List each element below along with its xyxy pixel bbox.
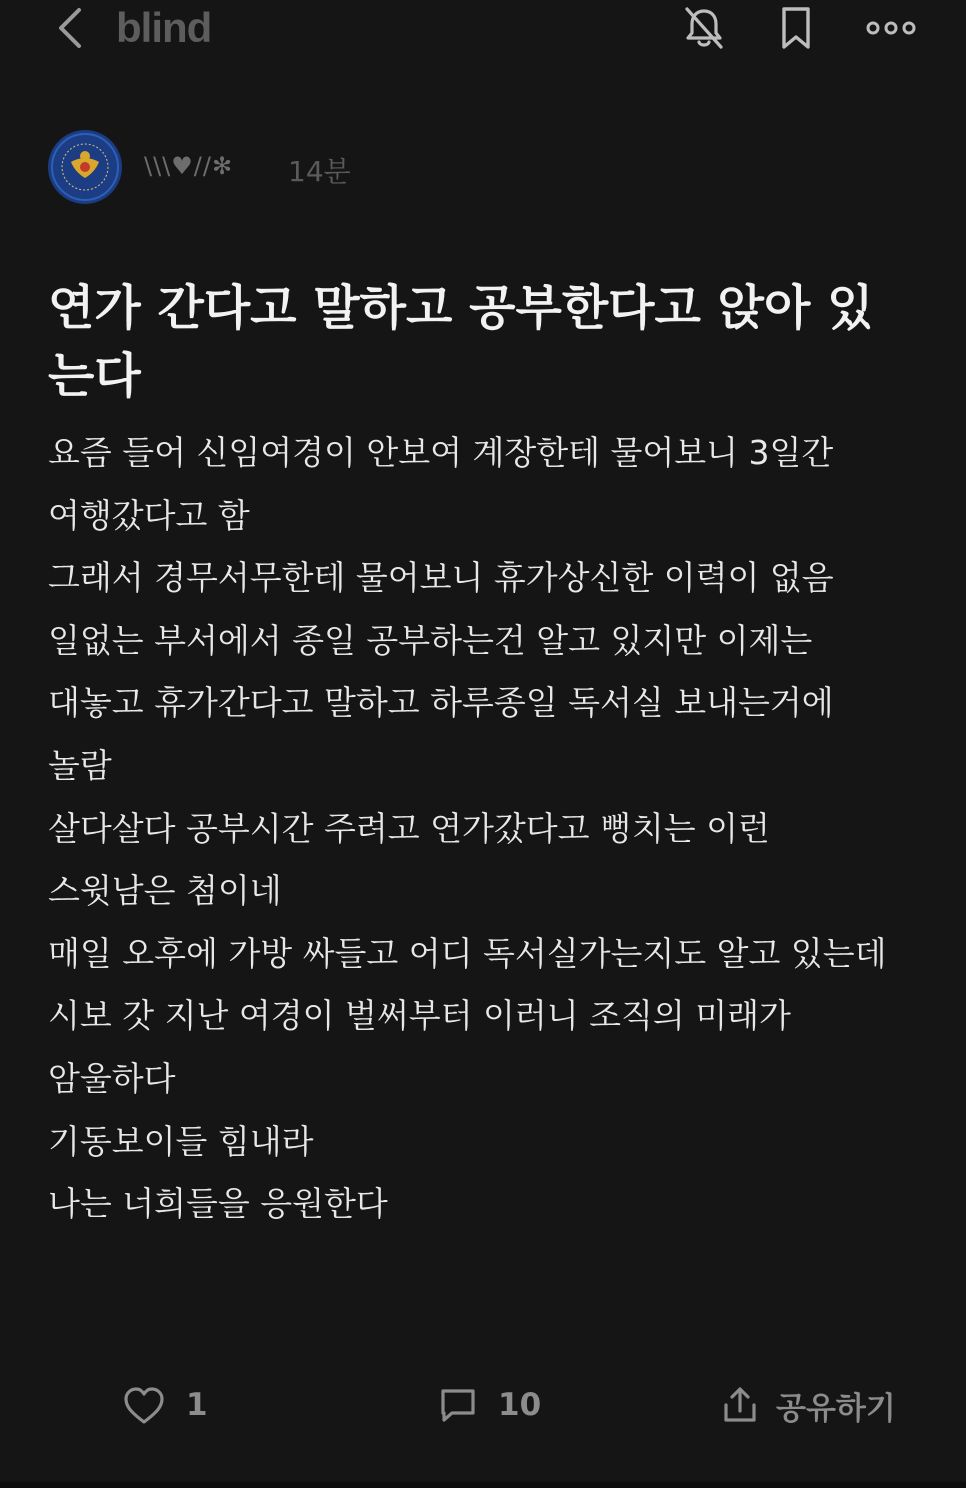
bookmark-icon — [776, 5, 816, 51]
police-emblem-icon — [50, 132, 120, 202]
body-line: 그래서 경무서무한테 물어보니 휴가상신한 이력이 없음 — [48, 558, 834, 598]
more-options-button[interactable] — [866, 4, 916, 52]
top-navigation-bar — [0, 0, 966, 60]
bottom-divider — [0, 1482, 966, 1488]
share-button[interactable] — [720, 1370, 896, 1440]
body-line: 스윗남은 첨이네 — [48, 871, 282, 911]
body-line: 여행갔다고 함 — [48, 495, 250, 535]
post-body — [48, 422, 928, 1236]
like-count: 1 — [186, 1387, 208, 1423]
body-line: 일없는 부서에서 종일 공부하는건 알고 있지만 이제는 — [48, 620, 813, 660]
post-author-row — [48, 130, 748, 206]
chevron-left-icon — [55, 6, 85, 50]
post-action-bar — [0, 1370, 966, 1440]
back-button[interactable] — [50, 4, 90, 52]
body-line: 살다살다 공부시간 주려고 연가갔다고 뻥치는 이런 — [48, 808, 770, 848]
notification-off-button[interactable] — [680, 4, 728, 52]
author-avatar[interactable] — [48, 130, 122, 204]
bookmark-button[interactable] — [772, 4, 820, 52]
like-button[interactable] — [122, 1370, 208, 1440]
body-line: 놀람 — [48, 745, 112, 785]
comment-icon — [438, 1386, 478, 1424]
post-title: 연가 간다고 말하고 공부한다고 앉아 있는다 — [48, 280, 874, 404]
body-line: 시보 갓 지난 여경이 벌써부터 이러니 조직의 미래가 — [48, 996, 791, 1036]
body-line: 기동보이들 힘내라 — [48, 1121, 314, 1161]
more-dots-icon — [866, 18, 916, 38]
body-line: 암울하다 — [48, 1058, 176, 1098]
heart-icon — [122, 1385, 166, 1425]
bell-off-icon — [681, 5, 727, 51]
author-badge: \\\♥//✻ — [144, 152, 234, 180]
comment-button[interactable] — [438, 1370, 541, 1440]
comment-count: 10 — [498, 1387, 542, 1423]
post-time: 14분 — [288, 155, 351, 188]
body-line: 요즘 들어 신임여경이 안보여 계장한테 물어보니 3일간 — [48, 433, 834, 472]
share-upload-icon — [720, 1385, 760, 1425]
share-label: 공유하기 — [776, 1390, 896, 1427]
body-line: 나는 너희들을 응원한다 — [48, 1184, 388, 1224]
app-logo[interactable]: blind — [116, 4, 212, 51]
body-line: 대놓고 휴가간다고 말하고 하루종일 독서실 보내는거에 — [48, 683, 834, 723]
body-line: 매일 오후에 가방 싸들고 어디 독서실가는지도 알고 있는데 — [48, 933, 887, 973]
